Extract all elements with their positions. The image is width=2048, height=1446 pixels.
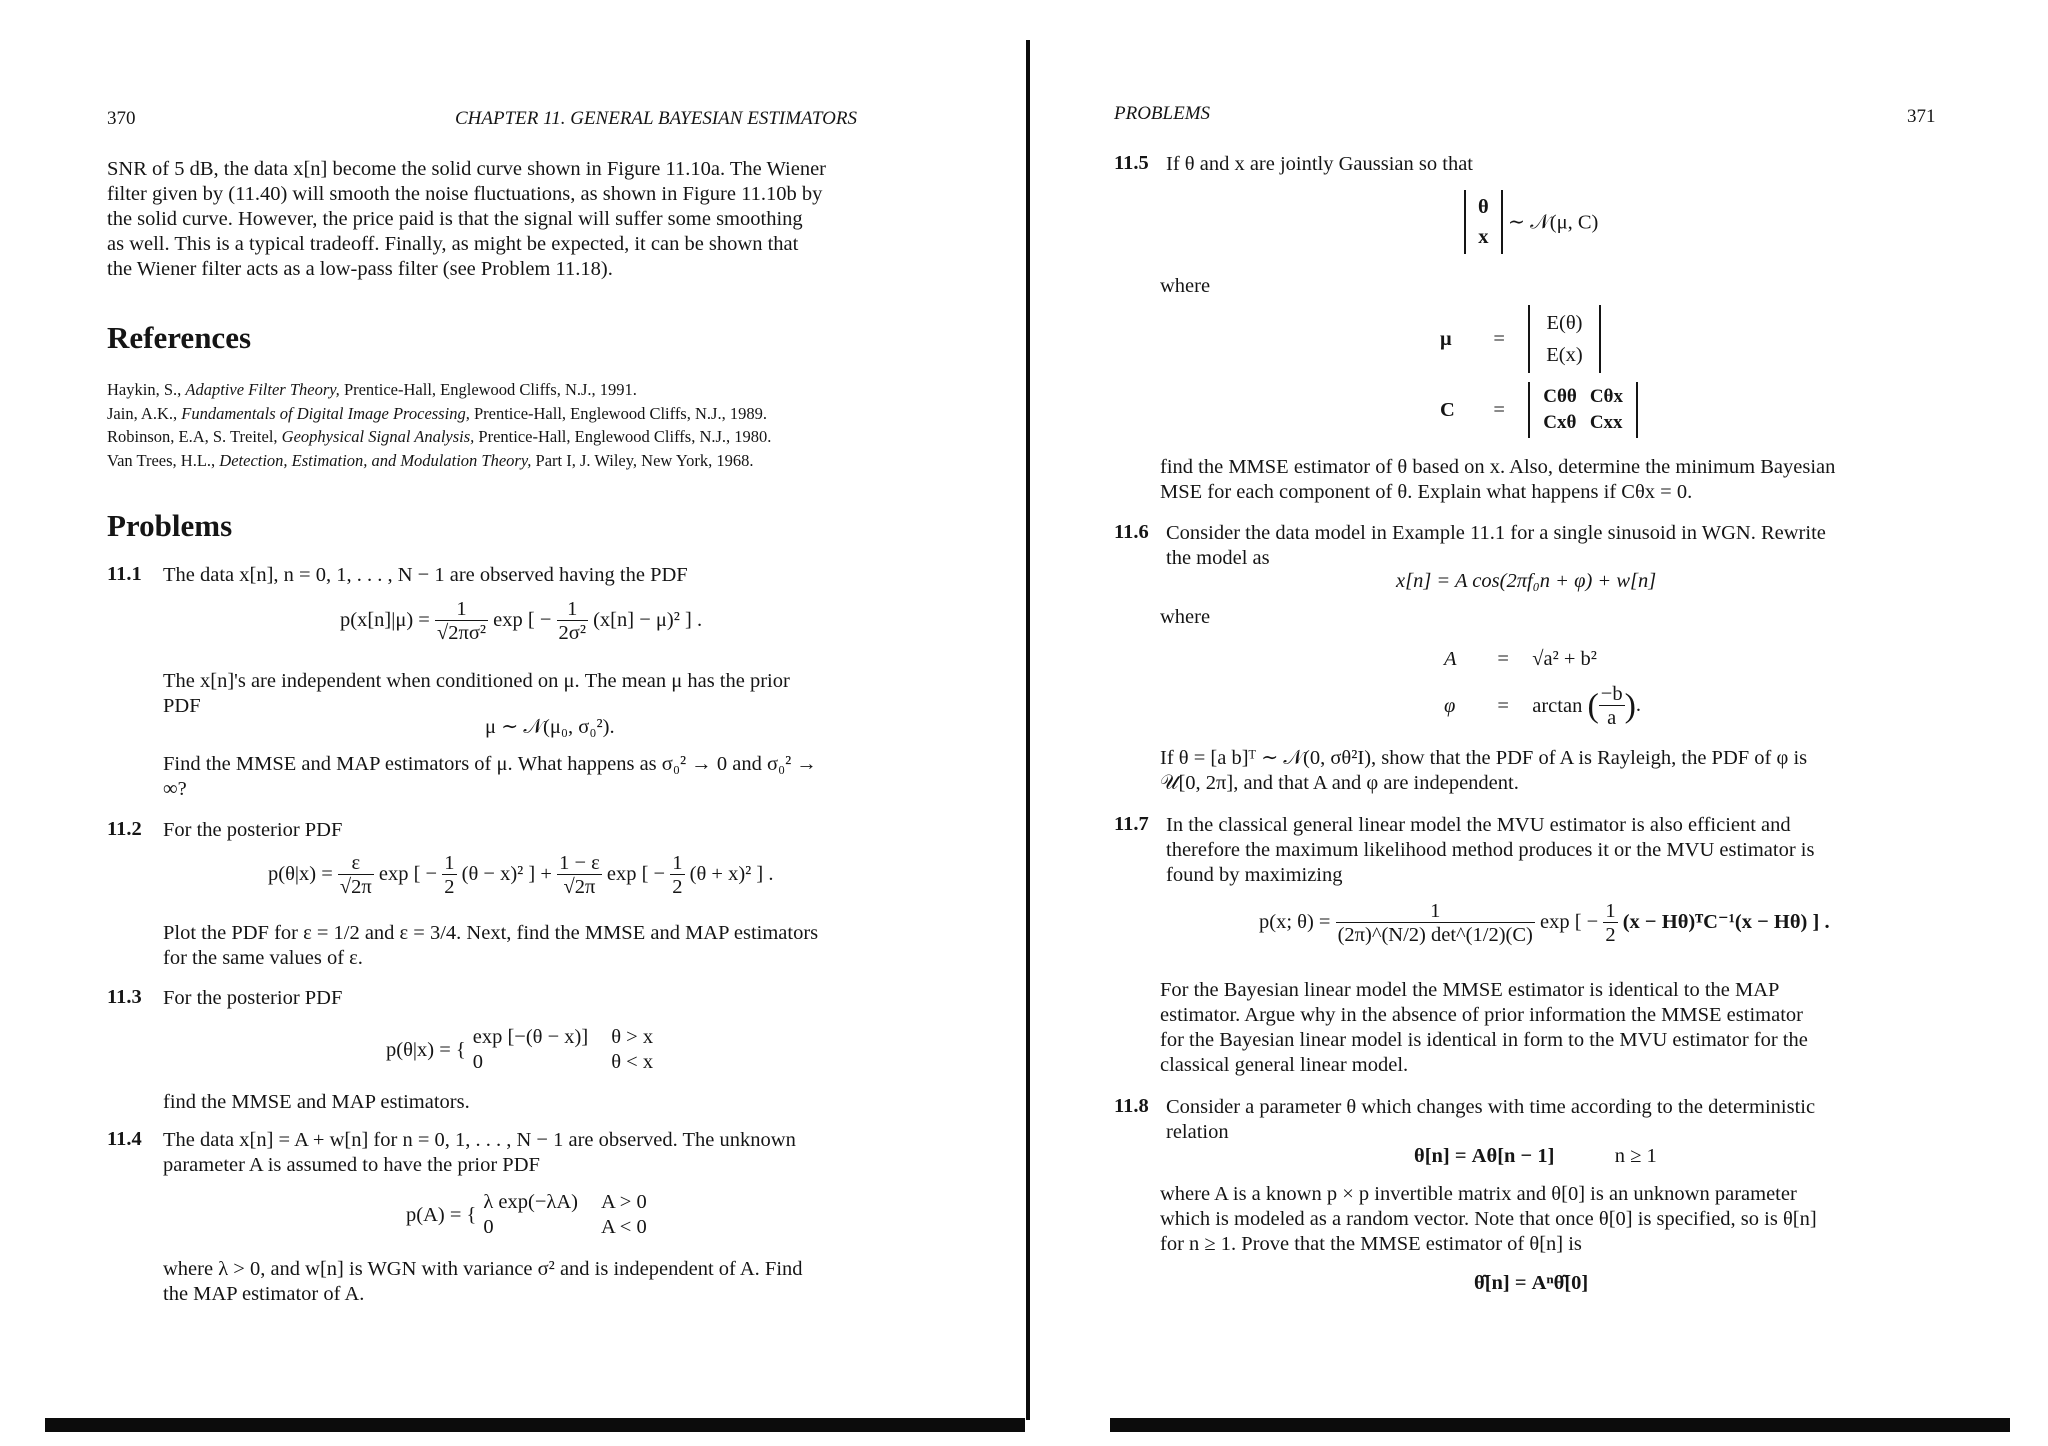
problem-number-11-8: 11.8 (1114, 1095, 1149, 1117)
problem-11-5-covariance-definition: C = Cθθ Cθx Cxθ Cxx (1440, 382, 1638, 438)
intro-line: filter given by (11.40) will smooth the noise fluctuations, as shown in Figure 11.10b by (107, 183, 823, 205)
problem-11-3-text: find the MMSE and MAP estimators. (163, 1091, 470, 1113)
problem-11-6-statement: Consider the data model in Example 11.1 for a single sinusoid in WGN. Rewrite the model as (1166, 522, 1826, 569)
intro-line: the solid curve. However, the price paid is that the signal will suffer some smoothing (107, 208, 803, 230)
problem-11-8-state-equation: θ[n] = Aθ[n − 1] n ≥ 1 (1414, 1145, 1657, 1167)
problem-11-1-text: The x[n]'s are independent when conditioned on μ. The mean μ has the prior PDF (163, 670, 790, 717)
problem-11-6-amplitude: A = √a² + b² (1444, 648, 1597, 670)
problem-11-5-joint-distribution: θ x ∼ 𝒩(μ, C) (1464, 190, 1598, 254)
problem-11-8-result: θ̂[n] = Aⁿθ̂[0] (1474, 1272, 1589, 1294)
problem-11-1-statement: The data x[n], n = 0, 1, . . . , N − 1 are observed having the PDF (163, 564, 688, 586)
problem-11-5-where: where (1160, 275, 1211, 297)
problem-11-7-likelihood-equation: p(x; θ) = $\frac{1}{(2\pi)\^{}(N/2) \det\^{}(1/2)(C)}$ exp [ − $\frac{1}{2}$ (x − Hθ)ᵀC⁻¹(x − Hθ) ] . (1259, 900, 1830, 946)
problem-11-1-question: Find the MMSE and MAP estimators of μ. What happens as σ₀² → 0 and σ₀² → ∞? (163, 753, 817, 800)
right-page (1034, 0, 2048, 1446)
problem-11-3-equation: p(θ|x) = { exp [−(θ − x)] θ > x 0 θ < x (386, 1026, 654, 1073)
problem-11-2-equation: p(θ|x) = $\frac{\varepsilon}{√2\pi}$ exp [ − $\frac{1}{2}$ (θ − x)² ] + $\frac{1 - \varepsilon}{√2\pi}$ exp [ − $\frac{1}{2}$ (θ + x)² ] . (268, 852, 774, 898)
reference-item: Haykin, S., Adaptive Filter Theory, Prentice-Hall, Englewood Cliffs, N.J., 1991. (107, 380, 637, 399)
problem-number-11-6: 11.6 (1114, 521, 1149, 543)
problem-11-2-text: Plot the PDF for ε = 1/2 and ε = 3/4. Next, find the MMSE and MAP estimators for the same values of ε. (163, 922, 819, 969)
problem-11-8-statement: Consider a parameter θ which changes with time according to the deterministic relation (1166, 1096, 1816, 1143)
problem-11-5-text: find the MMSE estimator of θ based on x. Also, determine the minimum Bayesian MSE for each component of θ. Explain what happens if Cθx = 0. (1160, 456, 1836, 503)
problems-heading: Problems (107, 508, 233, 543)
intro-line: as well. This is a typical tradeoff. Finally, as might be expected, it can be shown that (107, 233, 799, 255)
running-head-left: CHAPTER 11. GENERAL BAYESIAN ESTIMATORS (455, 108, 857, 129)
reference-item: Jain, A.K., Fundamentals of Digital Image Processing, Prentice-Hall, Englewood Cliffs, N.J., 1989. (107, 403, 767, 423)
problem-number-11-3: 11.3 (107, 986, 142, 1008)
reference-item: Robinson, E.A, S. Treitel, Geophysical Signal Analysis, Prentice-Hall, Englewood Cliffs, N.J., 1980. (107, 427, 772, 446)
problem-11-5-statement: If θ and x are jointly Gaussian so that (1166, 153, 1473, 175)
intro-paragraph (107, 157, 942, 282)
book-spine-line (1026, 40, 1030, 1420)
page-number-right: 371 (1907, 106, 1936, 127)
problem-11-7-statement: In the classical general linear model the MVU estimator is also efficient and therefore the maximum likelihood method produces it or the MVU estimator is found by maximizing (1166, 814, 1815, 886)
problem-11-6-phase: φ = arctan ( $\frac{-b}{a}$ ). (1444, 683, 1642, 729)
problem-11-7-text: For the Bayesian linear model the MMSE estimator is identical to the MAP estimator. Argue why in the absence of prior information the MMSE estimator for the Bayesian linear model is identical in form to the MVU estimator for the classical general linear model. (1160, 979, 1808, 1076)
references-list (107, 378, 947, 472)
problem-11-1-pdf-equation: p(x[n]|μ) = $\frac{1}{\text{√2πσ²}}$ exp [ − $\frac{1}{\text{2σ²}}$ (x[n] − μ)² ] . (340, 598, 703, 644)
problem-11-3-statement: For the posterior PDF (163, 987, 343, 1009)
problem-number-11-2: 11.2 (107, 818, 142, 840)
problem-number-11-7: 11.7 (1114, 813, 1149, 835)
problem-11-5-mean-definition: μ = E(θ) E(x) (1440, 305, 1601, 373)
problem-number-11-4: 11.4 (107, 1128, 142, 1150)
references-heading: References (107, 320, 252, 355)
problem-11-6-where: where (1160, 606, 1211, 628)
problem-11-4-text: where λ > 0, and w[n] is WGN with variance σ² and is independent of A. Find the MAP estimator of A. (163, 1258, 803, 1305)
page-number-left: 370 (107, 108, 136, 129)
running-head-right: PROBLEMS (1114, 103, 1211, 124)
problem-11-4-statement: The data x[n] = A + w[n] for n = 0, 1, . . . , N − 1 are observed. The unknown parameter A is assumed to have the prior PDF (163, 1129, 796, 1176)
problem-11-6-text: If θ = [a b]ᵀ ∼ 𝒩(0, σθ²I), show that the PDF of A is Rayleigh, the PDF of φ is 𝒰[0, 2π], and that A and φ are independent. (1160, 747, 1808, 794)
problem-number-11-5: 11.5 (1114, 152, 1149, 174)
problem-11-4-prior-equation: p(A) = { λ exp(−λA) A > 0 0 A < 0 (406, 1191, 647, 1238)
intro-line: the Wiener filter acts as a low-pass filter (see Problem 11.18). (107, 258, 613, 280)
intro-line: SNR of 5 dB, the data x[n] become the solid curve shown in Figure 11.10a. The Wiener (107, 158, 826, 180)
problem-11-6-model: x[n] = A cos(2πf₀n + φ) + w[n] (1396, 570, 1657, 592)
problem-11-2-statement: For the posterior PDF (163, 819, 343, 841)
reference-item: Van Trees, H.L., Detection, Estimation, and Modulation Theory, Part I, J. Wiley, New York, 1968. (107, 450, 754, 470)
problem-11-8-text: where A is a known p × p invertible matrix and θ[0] is an unknown parameter which is modeled as a random vector. Note that once θ[0] is specified, so is θ[n] for n ≥ 1. Prove that the MMSE estimator of θ[n] is (1160, 1183, 1817, 1255)
problem-number-11-1: 11.1 (107, 563, 142, 585)
page-bottom-edge-left (45, 1418, 1025, 1432)
problem-11-1-prior: μ ∼ 𝒩(μ₀, σ₀²). (485, 716, 615, 738)
